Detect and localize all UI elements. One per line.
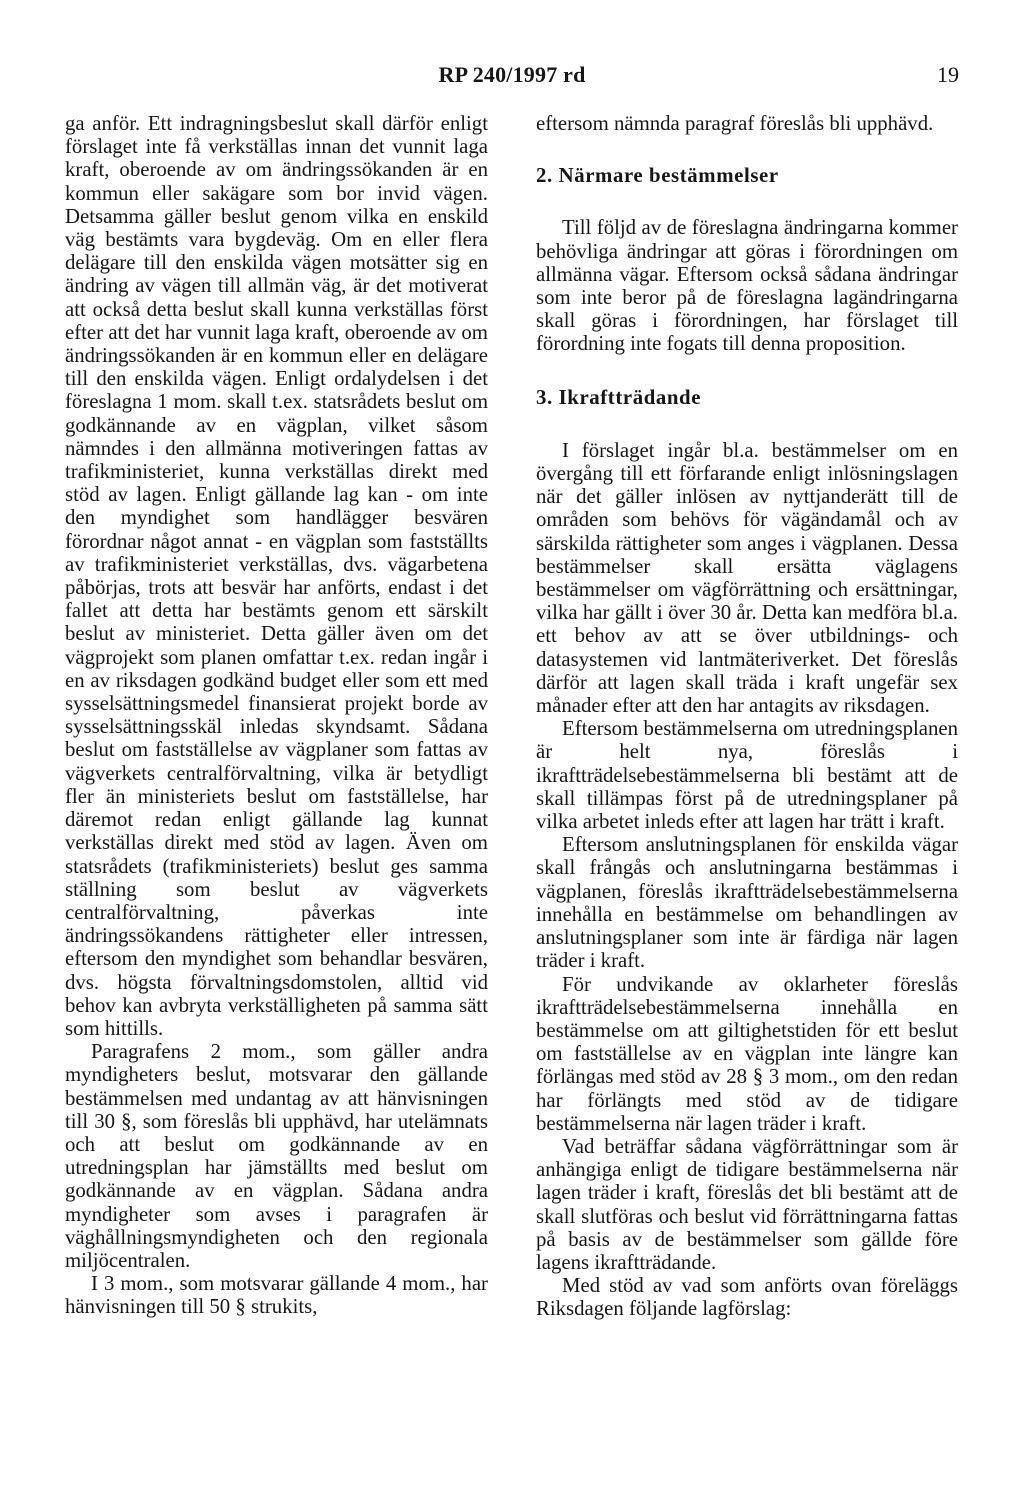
section-heading: 3. Ikraftträdande <box>536 385 702 409</box>
right-column <box>536 112 958 1321</box>
paragraph: Till följd av de föreslagna ändringarna kommer behövliga ändringar att göras i förordningen om allmänna vägar. Eftersom också sådana ändringar som inte beror på de föreslagna lagändringarna skall göras i förordningen, har förslaget till förordning inte fogats till denna proposition. <box>536 216 958 356</box>
left-column <box>65 112 488 1319</box>
paragraph: Med stöd av vad som anförts ovan föreläggs Riksdagen följande lagförslag: <box>536 1274 958 1321</box>
paragraph: Paragrafens 2 mom., som gäller andra myndigheters beslut, motsvarar den gällande bestämmelsen med undantag av att hänvisningen till 30 §, som föreslås bli upphävd, har utelämnats och att beslut om godkännande av en utredningsplan har jämställts med beslut om godkännande av en vägplan. Sådana andra myndigheter som avses i paragrafen är väghållningsmyndigheten och den regionala miljöcentralen. <box>65 1040 488 1272</box>
section-heading: 2. Närmare bestämmelser <box>536 164 779 188</box>
paragraph: Eftersom anslutningsplanen för enskilda vägar skall frångås och anslutningarna bestämmas i vägplanen, föreslås ikraftträdelsebestämmelserna innehålla en bestämmelse om behandlingen av anslutningsplaner som inte är färdiga när lagen träder i kraft. <box>536 833 958 973</box>
paragraph: I förslaget ingår bl.a. bestämmelser om en övergång till ett förfarande enligt inlösningslagen när det gäller inlösen av nyttjanderätt till de områden som behövs för vägändamål och av särskilda rättigheter som anges i vägplanen. Dessa bestämmelser skall ersätta väglagens bestämmelser om vägförrättning och ersättningar, vilka har gällt i över 30 år. Detta kan medföra bl.a. ett behov av att se över utbildnings- och datasystemen vid lantmäteriverket. Det föreslås därför att lagen skall träda i kraft ungefär sex månader efter att den har antagits av riksdagen. <box>536 438 958 718</box>
paragraph: eftersom nämnda paragraf föreslås bli upphävd. <box>536 112 934 135</box>
running-title: RP 240/1997 rd <box>438 62 586 87</box>
page-header <box>0 62 1024 92</box>
paragraph: Vad beträffar sådana vägförrättningar som är anhängiga enligt de tidigare bestämmelserna när lagen träder i kraft, föreslås det bli bestämt att de skall slutföras och beslut vid förrättningarna fattas på basis av de bestämmelser som gällde före lagens ikraftträdande. <box>536 1134 958 1274</box>
paragraph: ga anför. Ett indragningsbeslut skall därför enligt förslaget inte få verkställas innan det vunnit laga kraft, oberoende av om ändringssökanden är en kommun eller sakägare som bor invid vägen. Detsamma gäller beslut genom vilka en enskild väg bestämts vara bygdeväg. Om en eller flera delägare till den enskilda vägen motsätter sig en ändring av vägen till allmän väg, är det motiverat att också detta beslut skall kunna verkställas först efter att det har vunnit laga kraft, oberoende av om ändringssökanden är en kommun eller en delägare till den enskilda vägen. Enligt ordalydelsen i det föreslagna 1 mom. skall t.ex. statsrådets beslut om godkännande av en vägplan, vilket såsom nämndes i den allmänna motiveringen fattas av trafikministeriet, kunna verkställas direkt med stöd av lagen. Enligt gällande lag kan - om inte den myndighet som handlägger besvären förordnar något annat - en vägplan som fastställts av trafikministeriet verkställas, dvs. vägarbetena påbörjas, trots att besvär har anförts, endast i det fallet att detta har bestämts genom ett särskilt beslut av ministeriet. Detta gäller även om det vägprojekt som planen omfattar t.ex. redan ingår i en av riksdagen godkänd budget eller som ett med sysselsättningsmedel finansierat projekt borde av sysselsättningsskäl inledas skyndsamt. Sådana beslut om fastställelse av vägplaner som fattas av vägverkets centralförvaltning, vilka är betydligt fler än ministeriets beslut om fastställelse, har däremot redan enligt gällande lag kunnat verkställas direkt med stöd av lagen. Även om statsrådets (trafikministeriets) beslut ges samma ställning som beslut av vägverkets centralförvaltning, påverkas inte ändringssökandens rättigheter eller intressen, eftersom den myndighet som behandlar besvären, dvs. högsta förvaltningsdomstolen, alltid vid behov kan avbryta verkställigheten på samma sätt som hittills. <box>65 112 488 1040</box>
paragraph: För undvikande av oklarheter föreslås ikraftträdelsebestämmelserna innehålla en bestämmelse om att giltighetstiden för ett beslut om fastställelse av en vägplan inte längre kan förlängas med stöd av 28 § 3 mom., om den redan har förlängts med stöd av de tidigare bestämmelserna när lagen träder i kraft. <box>536 972 958 1135</box>
paragraph: Eftersom bestämmelserna om utredningsplanen är helt nya, föreslås i ikraftträdelsebestämmelserna bli bestämt att de skall tillämpas först på de utredningsplaner på vilka arbetet inleds efter att lagen har trätt i kraft. <box>536 717 958 834</box>
page-number: 19 <box>937 62 959 87</box>
paragraph: I 3 mom., som motsvarar gällande 4 mom., har hänvisningen till 50 § strukits, <box>65 1272 488 1319</box>
